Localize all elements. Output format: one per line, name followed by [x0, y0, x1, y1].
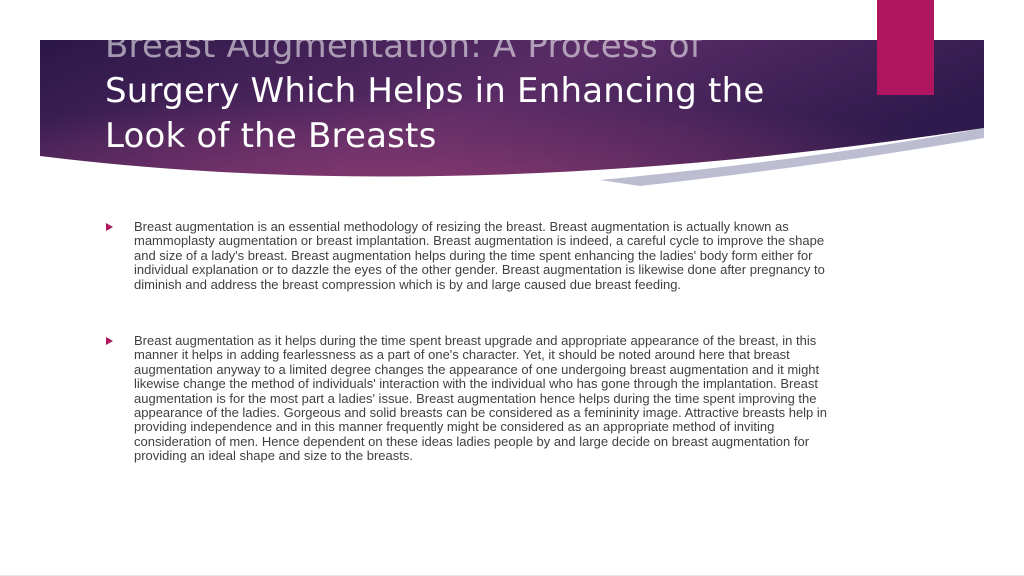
- title-line-2: Surgery Which Helps in Enhancing the: [105, 71, 765, 111]
- accent-tab: [877, 0, 934, 95]
- title-line-3: Look of the Breasts: [105, 116, 437, 156]
- triangle-bullet-icon: [106, 223, 113, 231]
- triangle-bullet-icon: [106, 337, 113, 345]
- bullet-text: Breast augmentation is an essential methodology of resizing the breast. Breast augmentation is actually known as mammoplasty augmentation or breast implantation. Breast augmentation is indeed, a careful cycle to improve the shape and size of a lady's breast. Breast augmentation helps during the time spent enhancing the ladies' body form either for individual explanation or to dazzle the eyes of the other gender. Breast augmentation is likewise done after pregnancy to diminish and address the breast compression which is by and large caused due breast feeding.: [134, 219, 825, 292]
- bullet-text: Breast augmentation as it helps during the time spent breast upgrade and appropriate appearance of the breast, in this manner it helps in adding fearlessness as a part of one's character. Yet, it should be noted around here that breast augmentation anyway to a limited degree changes the appearance of one undergoing breast augmentation and it might likewise change the method of individuals' interaction with the individual who has gone through the implantation. Breast augmentation is for the most part a ladies' issue. Breast augmentation hence helps during the time spent improving the appearance of the ladies. Gorgeous and solid breasts can be considered as a femininity image. Attractive breasts help in providing independence and in this manner frequently might be considered as an appropriate method of inviting consideration of men. Hence dependent on these ideas ladies people by and large decide on breast augmentation for providing an ideal shape and size to the breasts.: [134, 333, 828, 464]
- bullet-list: [105, 220, 835, 464]
- slide-title: [105, 24, 865, 159]
- bullet-item: [105, 334, 835, 464]
- bullet-item: [105, 220, 835, 292]
- title-line-1: Breast Augmentation: A Process of: [105, 26, 702, 66]
